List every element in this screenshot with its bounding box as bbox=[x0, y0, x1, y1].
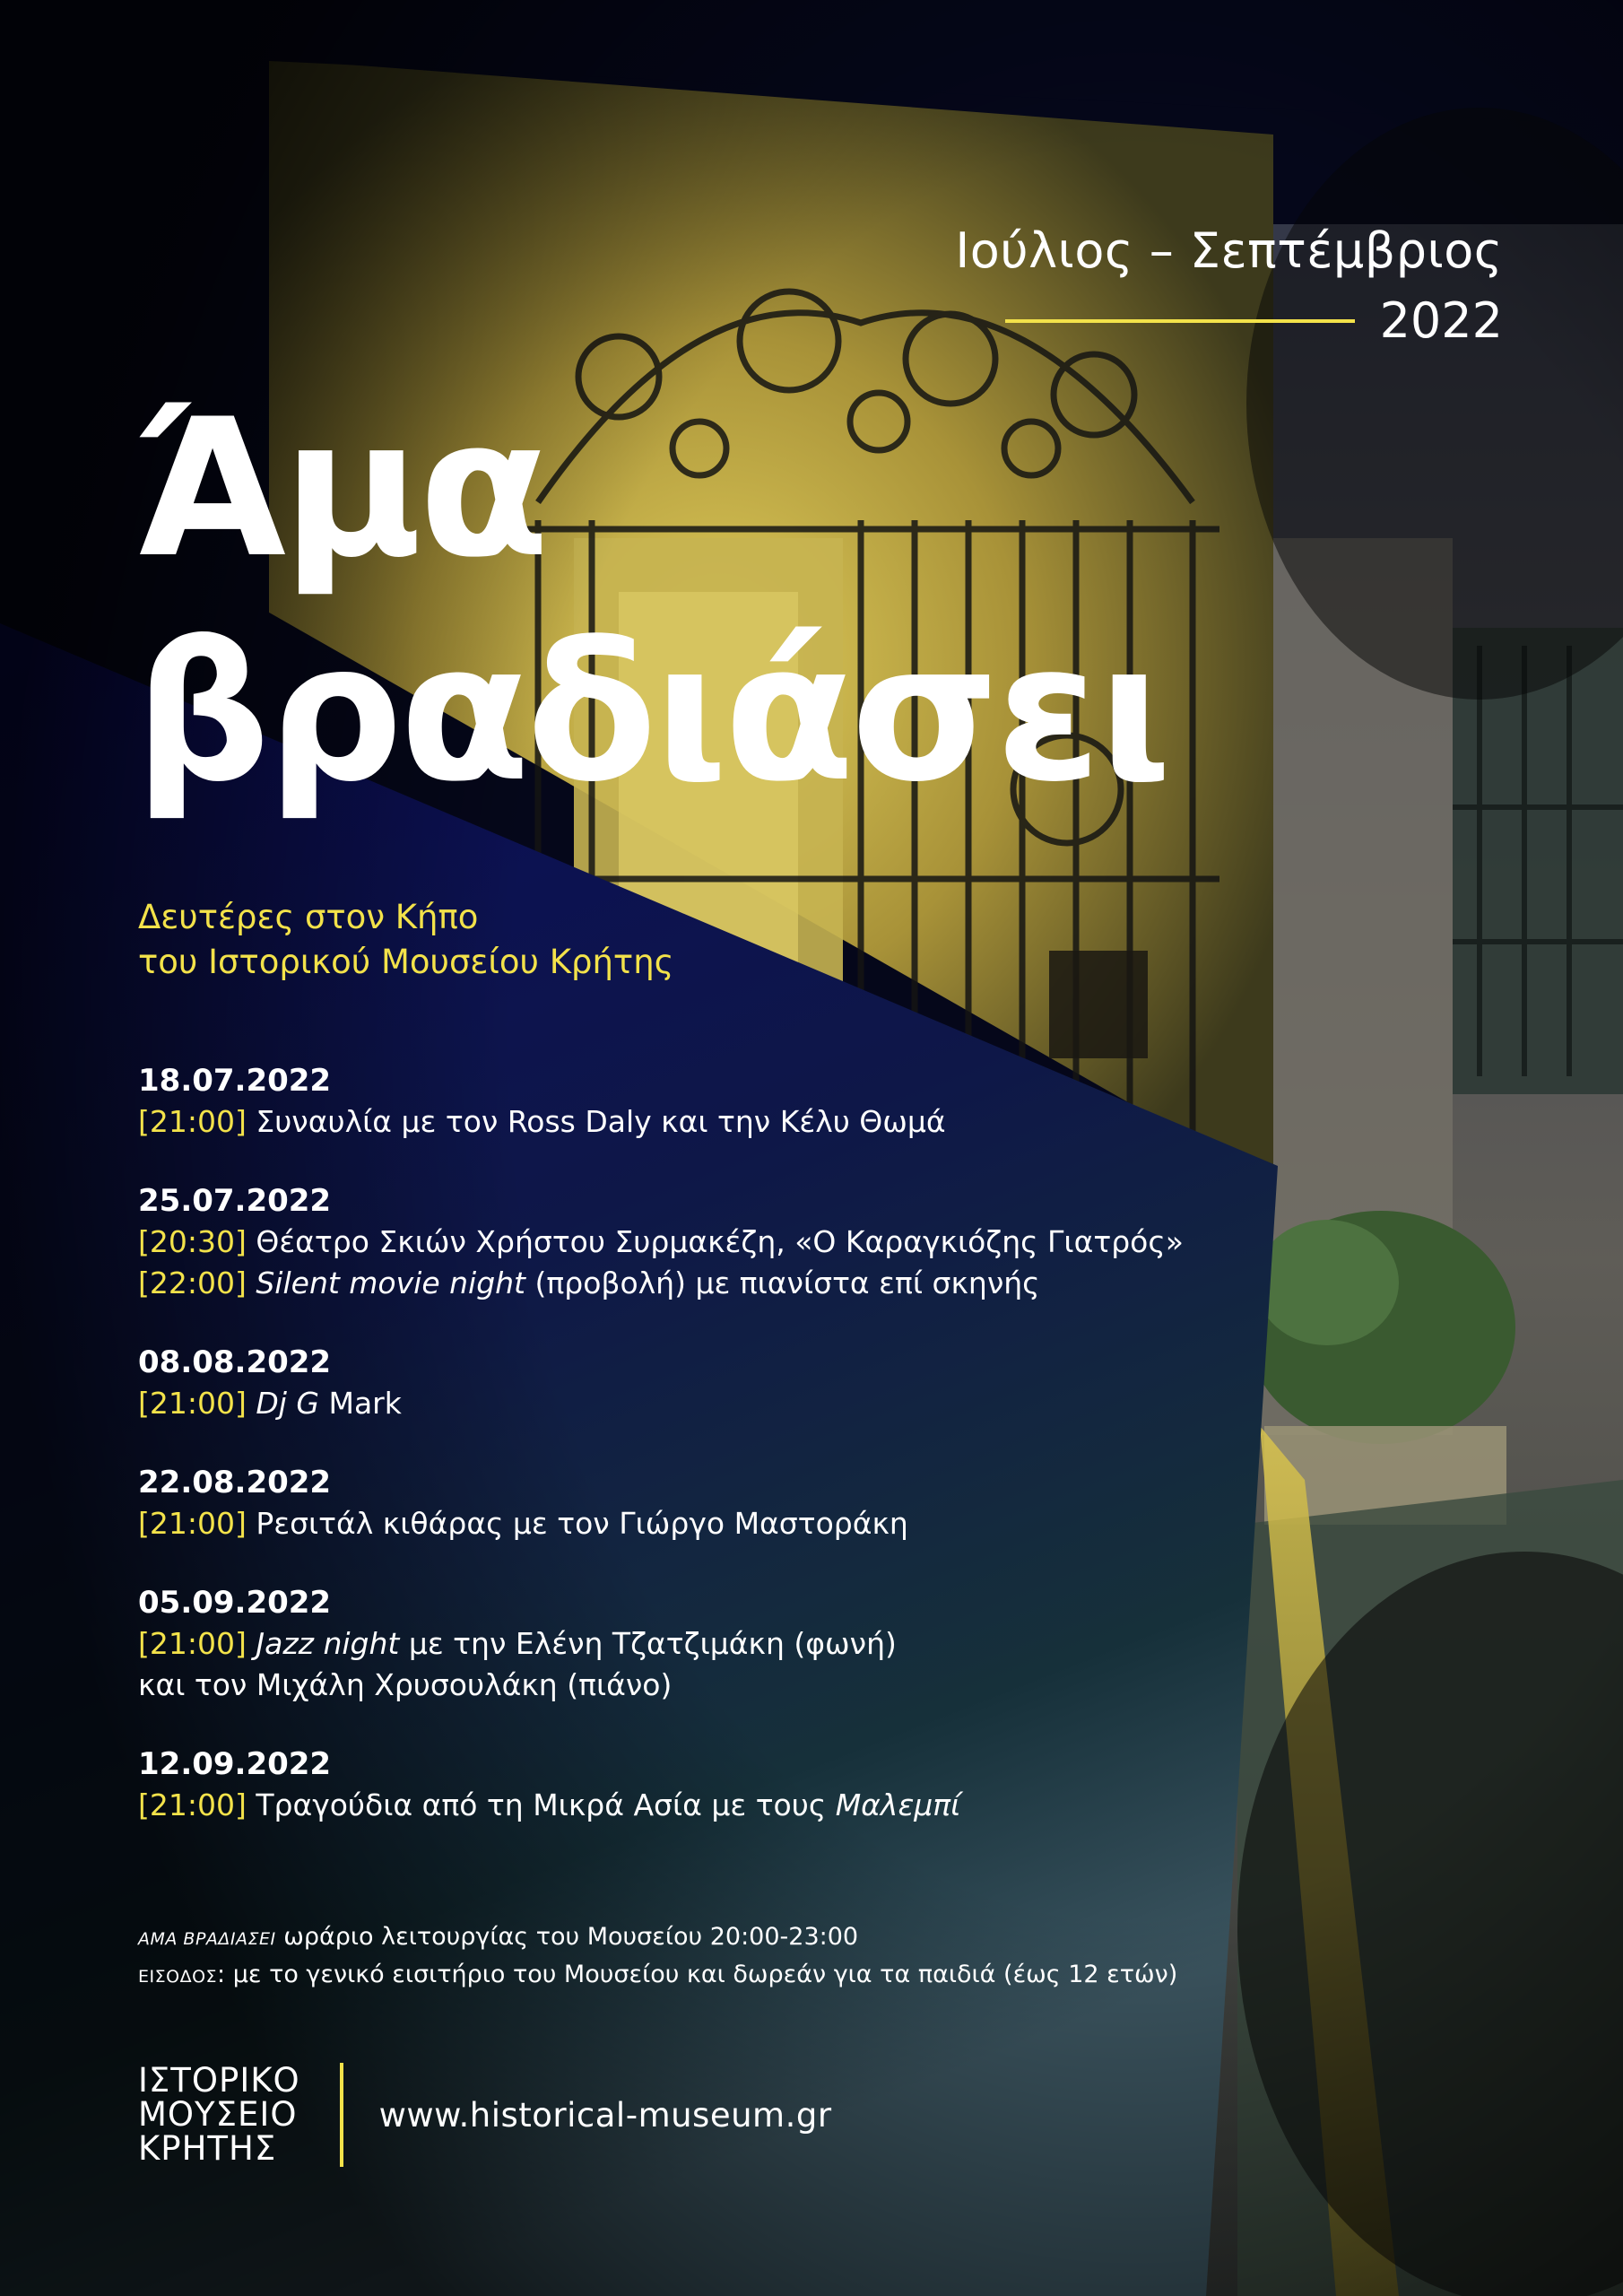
event-date: 22.08.2022 bbox=[138, 1465, 332, 1500]
event-item bbox=[138, 1623, 1304, 1665]
footer bbox=[138, 2063, 832, 2167]
title-line-2: βραδιάσει bbox=[135, 602, 1168, 823]
event-item bbox=[138, 1101, 1304, 1143]
logo-line: ΚΡΗΤΗΣ bbox=[138, 2129, 277, 2168]
date-range bbox=[955, 220, 1503, 352]
event-item bbox=[138, 1503, 1304, 1544]
event-entry bbox=[138, 1060, 1304, 1143]
event-date: 08.08.2022 bbox=[138, 1344, 332, 1380]
subtitle bbox=[138, 895, 673, 985]
event-description: με την Ελένη Τζατζιμάκη (φωνή) bbox=[399, 1626, 897, 1661]
subtitle-line-1: Δευτέρες στον Κήπο bbox=[138, 898, 479, 936]
months-label: Ιούλιος – Σεπτέμβριος bbox=[955, 222, 1503, 279]
event-description: και τον Μιχάλη Χρυσουλάκη (πιάνο) bbox=[138, 1667, 673, 1702]
website-link[interactable]: www.historical-museum.gr bbox=[378, 2095, 832, 2135]
info-caps-label: ΑΜΑ ΒΡΑΔΙΑΣΕΙ bbox=[138, 1929, 276, 1949]
event-time: [21:00] bbox=[138, 1626, 247, 1661]
accent-rule bbox=[1005, 319, 1355, 323]
event-entry bbox=[138, 1462, 1304, 1544]
event-item bbox=[138, 1383, 1304, 1424]
admission-line bbox=[138, 1957, 1177, 1995]
event-time: [20:30] bbox=[138, 1224, 247, 1259]
event-date: 25.07.2022 bbox=[138, 1183, 332, 1219]
event-date: 18.07.2022 bbox=[138, 1063, 332, 1099]
event-title-italic: Dj G bbox=[256, 1386, 319, 1421]
event-description: (προβολή) με πιανίστα επί σκηνής bbox=[525, 1265, 1040, 1300]
event-time: [21:00] bbox=[138, 1506, 247, 1541]
year-label: 2022 bbox=[1379, 292, 1503, 349]
event-time: [21:00] bbox=[138, 1104, 247, 1139]
info-caps-label: ΕΙΣΟΔΟΣ bbox=[138, 1967, 218, 1987]
event-item bbox=[138, 1665, 1304, 1706]
title-line-1: Άμα bbox=[135, 378, 546, 599]
info-text: : με το γενικό εισιτήριο του Μουσείου και δωρεάν για τα παιδιά (έως 12 ετών) bbox=[217, 1961, 1178, 1988]
event-item bbox=[138, 1785, 1304, 1826]
event-description: Ρεσιτάλ κιθάρας με τον Γιώργο Μαστοράκη bbox=[246, 1506, 908, 1541]
event-description: Συναυλία με τον Ross Daly και την Κέλυ Θωμά bbox=[246, 1104, 946, 1139]
event-description: Mark bbox=[319, 1386, 402, 1421]
subtitle-line-2: του Ιστορικού Μουσείου Κρήτης bbox=[138, 943, 674, 981]
event-item bbox=[138, 1263, 1304, 1304]
info-text: ωράριο λειτουργίας του Μουσείου 20:00-23:00 bbox=[275, 1923, 859, 1951]
opening-info bbox=[138, 1919, 1177, 1995]
logo-line: ΙΣΤΟΡΙΚΟ bbox=[138, 2061, 300, 2100]
event-title-italic: Jazz night bbox=[256, 1626, 400, 1661]
logo-line: ΜΟΥΣΕΙΟ bbox=[138, 2095, 298, 2134]
event-item bbox=[138, 1222, 1304, 1263]
event-title-italic: Silent movie night bbox=[256, 1265, 526, 1300]
event-description: Τραγούδια από τη Μικρά Ασία με τους bbox=[246, 1787, 836, 1822]
footer-divider bbox=[340, 2063, 343, 2167]
event-entry bbox=[138, 1582, 1304, 1706]
year-row bbox=[955, 290, 1503, 352]
event-time: [21:00] bbox=[138, 1386, 247, 1421]
event-date: 05.09.2022 bbox=[138, 1585, 332, 1621]
opening-hours-line bbox=[138, 1919, 1177, 1957]
event-schedule bbox=[138, 1060, 1304, 1864]
event-description: Θέατρο Σκιών Χρήστου Συρμακέζη, «Ο Καραγκιόζης Γιατρός» bbox=[246, 1224, 1184, 1259]
event-date: 12.09.2022 bbox=[138, 1746, 332, 1782]
event-entry bbox=[138, 1180, 1304, 1304]
event-title-italic: Μαλεμπί bbox=[835, 1787, 961, 1822]
museum-logo bbox=[138, 2061, 300, 2168]
event-time: [22:00] bbox=[138, 1265, 247, 1300]
event-entry bbox=[138, 1342, 1304, 1424]
event-time: [21:00] bbox=[138, 1787, 247, 1822]
page-title bbox=[135, 377, 1168, 825]
event-entry bbox=[138, 1744, 1304, 1826]
